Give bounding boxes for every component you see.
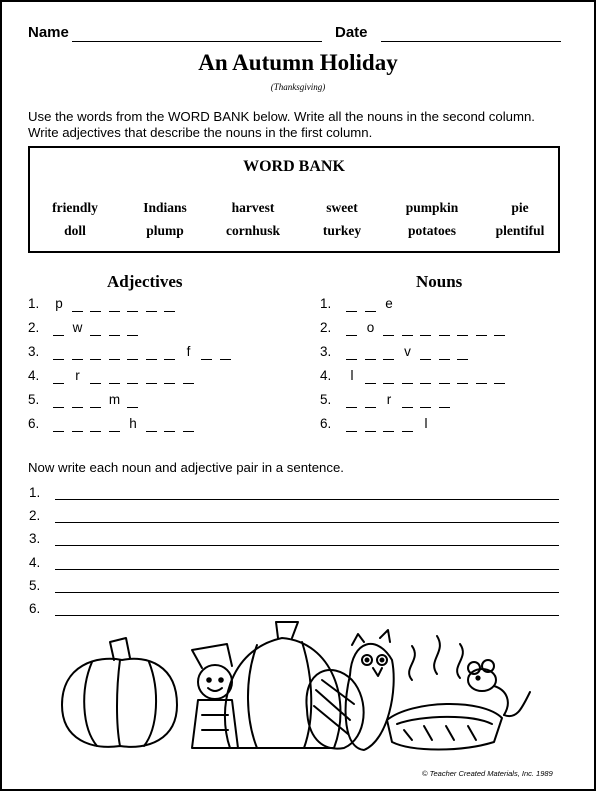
adjective-letter-blank[interactable] <box>109 431 120 432</box>
adjective-letter-blank[interactable] <box>90 431 101 432</box>
sentence-number: 1. <box>29 485 41 500</box>
adjective-letter-blank[interactable] <box>72 359 83 360</box>
instructions-line-2: Write adjectives that describe the nouns in the first column. <box>28 125 373 140</box>
adjective-letter-blank[interactable] <box>127 335 138 336</box>
noun-letter-blank[interactable] <box>365 407 376 408</box>
adjective-letter-blank[interactable] <box>53 335 64 336</box>
noun-letter-blank[interactable] <box>420 335 431 336</box>
adjective-letter-blank[interactable] <box>72 431 83 432</box>
noun-letter-hint: l <box>424 416 428 431</box>
adjective-letter-blank[interactable] <box>146 311 157 312</box>
adjective-letter-blank[interactable] <box>164 431 175 432</box>
noun-letter-blank[interactable] <box>439 407 450 408</box>
adjective-letter-blank[interactable] <box>90 335 101 336</box>
date-label: Date <box>335 24 368 41</box>
noun-letter-blank[interactable] <box>346 335 357 336</box>
adjective-letter-blank[interactable] <box>90 311 101 312</box>
noun-letter-blank[interactable] <box>439 383 450 384</box>
adjective-letter-blank[interactable] <box>109 311 120 312</box>
adjective-row-number: 4. <box>28 368 40 383</box>
noun-letter-hint: o <box>366 320 375 335</box>
noun-letter-blank[interactable] <box>494 335 505 336</box>
adjective-row-number: 5. <box>28 392 40 407</box>
thanksgiving-scene-icon <box>52 620 532 765</box>
noun-letter-blank[interactable] <box>420 383 431 384</box>
noun-letter-blank[interactable] <box>365 431 376 432</box>
adjective-letter-blank[interactable] <box>220 359 231 360</box>
noun-letter-blank[interactable] <box>365 311 376 312</box>
name-label: Name <box>28 24 69 41</box>
noun-letter-blank[interactable] <box>383 335 394 336</box>
noun-letter-blank[interactable] <box>365 383 376 384</box>
noun-letter-blank[interactable] <box>457 383 468 384</box>
adjective-letter-blank[interactable] <box>53 431 64 432</box>
adjective-letter-blank[interactable] <box>109 383 120 384</box>
adjective-letter-hint: h <box>129 416 137 431</box>
adjective-letter-blank[interactable] <box>146 383 157 384</box>
adjective-letter-blank[interactable] <box>164 383 175 384</box>
sentence-line[interactable] <box>55 615 559 616</box>
word-bank-word: doll <box>64 223 86 238</box>
adjective-letter-blank[interactable] <box>72 407 83 408</box>
adjective-letter-hint: r <box>75 368 80 383</box>
word-bank-word: pie <box>511 200 529 215</box>
word-bank-word: cornhusk <box>225 223 281 238</box>
adjective-letter-blank[interactable] <box>90 383 101 384</box>
noun-letter-hint: e <box>385 296 393 311</box>
adjective-letter-blank[interactable] <box>127 383 138 384</box>
noun-letter-blank[interactable] <box>346 407 357 408</box>
adjective-row-number: 2. <box>28 320 40 335</box>
sentence-number: 2. <box>29 508 41 524</box>
adjective-letter-blank[interactable] <box>53 407 64 408</box>
adjective-letter-blank[interactable] <box>146 359 157 360</box>
page-title: An Autumn Holiday <box>198 50 398 75</box>
noun-letter-blank[interactable] <box>402 383 413 384</box>
instructions-line-1: Use the words from the WORD BANK below. Write all the nouns in the second column. <box>28 109 535 124</box>
noun-letter-blank[interactable] <box>346 311 357 312</box>
noun-letter-blank[interactable] <box>402 431 413 432</box>
noun-letter-blank[interactable] <box>383 431 394 432</box>
adjective-letter-blank[interactable] <box>127 407 138 408</box>
noun-letter-blank[interactable] <box>346 431 357 432</box>
adjective-letter-blank[interactable] <box>90 359 101 360</box>
copyright: © Teacher Created Materials, Inc. 1989 <box>422 769 553 778</box>
sentence-line[interactable] <box>55 569 559 570</box>
word-bank-word: friendly <box>52 200 98 215</box>
noun-letter-blank[interactable] <box>402 407 413 408</box>
noun-letter-blank[interactable] <box>420 359 431 360</box>
adjective-letter-blank[interactable] <box>53 359 64 360</box>
noun-letter-blank[interactable] <box>439 359 450 360</box>
noun-row-number: 5. <box>320 392 332 407</box>
noun-letter-blank[interactable] <box>365 359 376 360</box>
sentence-number: 3. <box>29 531 41 547</box>
noun-letter-blank[interactable] <box>420 407 431 408</box>
adjective-row-number: 1. <box>28 296 40 311</box>
noun-row-number: 4. <box>320 368 332 383</box>
noun-row-number: 1. <box>320 296 332 311</box>
adjective-letter-blank[interactable] <box>53 383 64 384</box>
noun-letter-blank[interactable] <box>402 335 413 336</box>
noun-letter-hint: v <box>404 344 411 359</box>
word-bank-word: pumpkin <box>405 200 459 215</box>
word-bank-word: Indians <box>143 200 187 215</box>
word-bank-word: plump <box>146 223 184 238</box>
noun-row-number: 3. <box>320 344 332 359</box>
adjectives-heading: Adjectives <box>107 272 183 291</box>
adjective-letter-blank[interactable] <box>109 335 120 336</box>
noun-row-number: 2. <box>320 320 332 335</box>
noun-letter-blank[interactable] <box>476 335 487 336</box>
noun-letter-blank[interactable] <box>457 335 468 336</box>
adjective-letter-hint: f <box>186 344 191 359</box>
sentence-line[interactable] <box>55 522 559 523</box>
sentence-number: 5. <box>29 577 41 593</box>
noun-letter-blank[interactable] <box>383 359 394 360</box>
word-bank-word: sweet <box>326 200 358 215</box>
page-subtitle: (Thanksgiving) <box>270 82 326 92</box>
sentence-number: 6. <box>29 601 41 616</box>
noun-letter-hint: r <box>386 392 392 407</box>
word-bank <box>28 146 560 253</box>
word-bank-word: harvest <box>231 200 275 215</box>
adjective-letter-hint: m <box>108 392 121 407</box>
sentence-line[interactable] <box>55 499 559 500</box>
sentence-instruction: Now write each noun and adjective pair in a sentence. <box>28 460 344 475</box>
name-field[interactable] <box>72 41 322 42</box>
noun-letter-blank[interactable] <box>457 359 468 360</box>
adjective-letter-blank[interactable] <box>146 431 157 432</box>
instructions <box>28 109 573 141</box>
word-bank-word: plentiful <box>495 223 545 238</box>
word-bank-word: potatoes <box>408 223 456 238</box>
adjective-letter-hint: w <box>72 320 83 335</box>
adjective-row-number: 3. <box>28 344 40 359</box>
adjective-letter-blank[interactable] <box>164 359 175 360</box>
noun-letter-blank[interactable] <box>439 335 450 336</box>
adjective-letter-blank[interactable] <box>72 311 83 312</box>
adjective-row-number: 6. <box>28 416 40 431</box>
date-field[interactable] <box>381 41 561 42</box>
adjective-letter-blank[interactable] <box>183 431 194 432</box>
noun-row-number: 6. <box>320 416 332 431</box>
sentence-number: 4. <box>29 554 41 570</box>
adjective-letter-blank[interactable] <box>109 359 120 360</box>
sentence-line[interactable] <box>55 592 559 593</box>
adjective-letter-blank[interactable] <box>127 311 138 312</box>
nouns-heading: Nouns <box>416 272 463 291</box>
noun-letter-blank[interactable] <box>494 383 505 384</box>
adjective-letter-blank[interactable] <box>164 311 175 312</box>
noun-letter-hint: l <box>350 368 354 383</box>
adjective-letter-blank[interactable] <box>183 383 194 384</box>
word-bank-title: WORD BANK <box>243 158 345 175</box>
noun-letter-blank[interactable] <box>476 383 487 384</box>
noun-letter-blank[interactable] <box>383 383 394 384</box>
adjective-letter-hint: p <box>55 296 63 311</box>
word-bank-word: turkey <box>322 223 362 238</box>
adjective-letter-blank[interactable] <box>201 359 212 360</box>
adjective-letter-blank[interactable] <box>127 359 138 360</box>
sentence-line[interactable] <box>55 545 559 546</box>
adjective-letter-blank[interactable] <box>90 407 101 408</box>
noun-letter-blank[interactable] <box>346 359 357 360</box>
